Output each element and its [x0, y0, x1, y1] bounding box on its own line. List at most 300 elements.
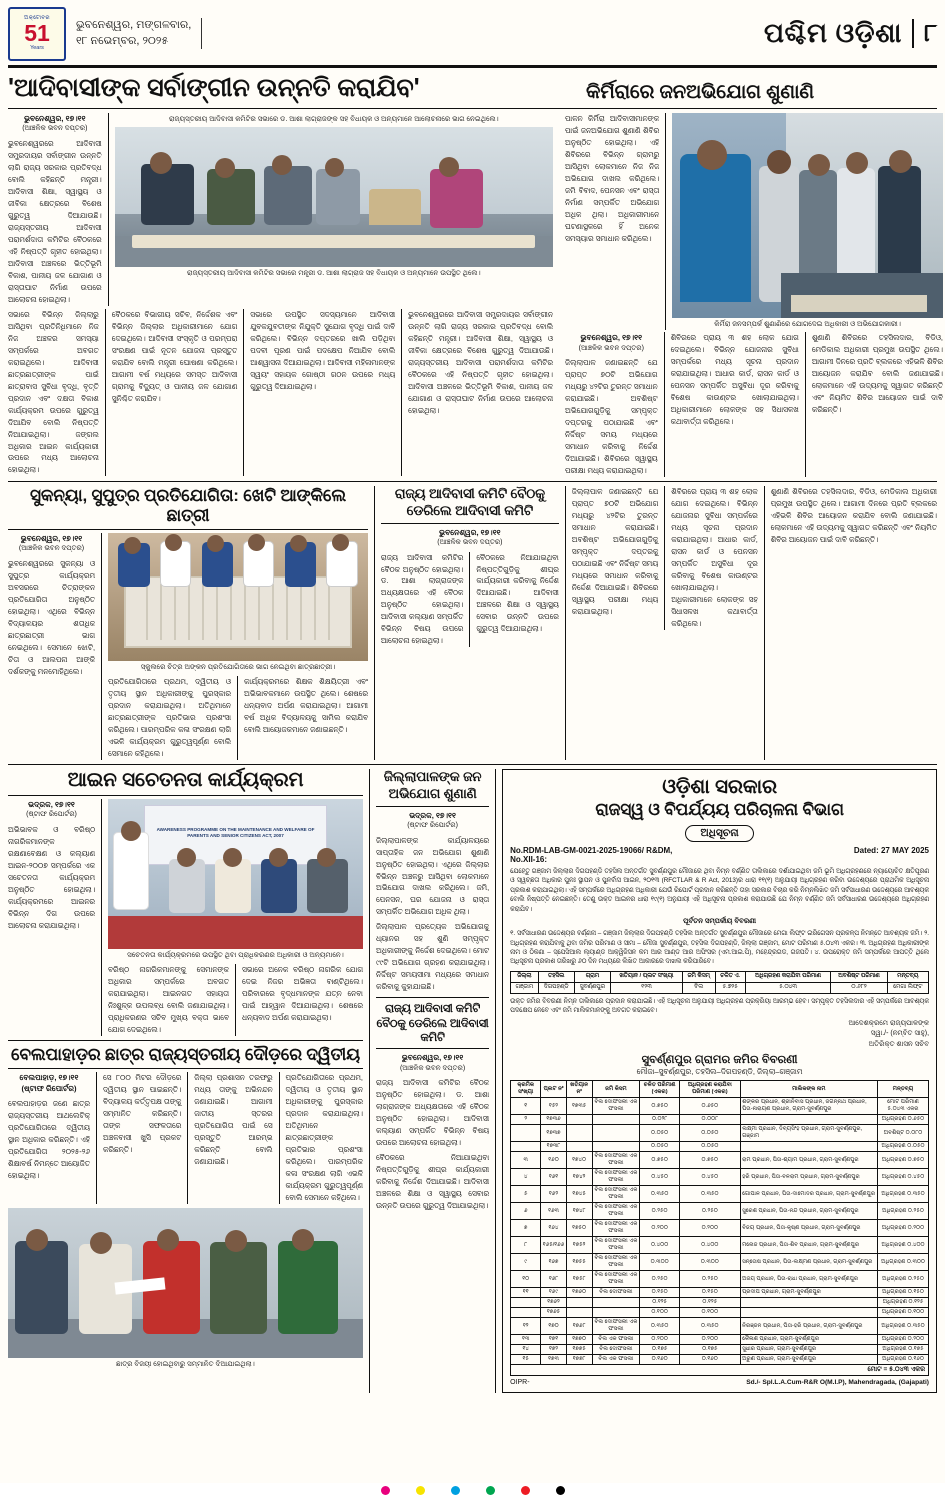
village-td: ୦.୨୦୦ [680, 1335, 741, 1345]
s7-paragraph-2: ସେ ୮୦୦ ମିଟର ଦୌଡ଼ରେ ଦ୍ୱିତୀୟ ସ୍ଥାନ ପାଇଛନ୍ତି। ବିଦ୍ୟାଳୟ କର୍ତ୍ତୃପକ୍ଷ ତାଙ୍କୁ ସମ୍ମାନିତ କରିଛନ୍ତି। ତାଙ୍କ ସଫଳତାରେ ଅଞ୍ଚଳବାସୀ ଖୁସି ପ୍ରକଟ କରିଛନ୍ତି। [102, 1072, 182, 1154]
village-td: ୭ [511, 1220, 541, 1237]
summary-th: ଚଳିତ ଏ. [715, 971, 745, 982]
notice-title-2: ରାଜସ୍ୱ ଓ ବିପର୍ଯ୍ୟୟ ପରିଚାଳନା ବିଭାଗ [595, 799, 844, 819]
s7-heading: ବେଲପାହାଡ଼ର ଛାତ୍ର ରାଜ୍ୟସ୍ତରୀୟ ଦୌଡ଼ରେ ଦ୍ୱିତୀୟ [10, 1044, 361, 1064]
village-td: ୦.୨୫୦ [640, 1203, 680, 1220]
village-td: ୧୭୫୮ [566, 1271, 592, 1288]
s3-paragraph-1: ଭୁବନେଶ୍ୱରରେ ସୁକନ୍ୟା ଓ ସୁପୁତ୍ର କାର୍ଯ୍ୟକ୍ରମ ଅବସରରେ ଚିତ୍ରାଙ୍କନ ପ୍ରତିଯୋଗିତା ଅନୁଷ୍ଠିତ ହୋଇଥିଲା। ଏଥିରେ ବିଭିନ୍ନ ବିଦ୍ୟାଳୟର ଶତାଧିକ ଛାତ୍ରଛାତ୍ରୀ ଭାଗ ନେଇଥିଲେ। ସେମାନେ ଝୋଟି, ଚିତା ଓ ଆଲପନା ଆଙ୍କି ଦର୍ଶକଙ୍କୁ ମନମୋହିଥିଲେ। [8, 558, 96, 676]
village-td: ୧୫୨ [541, 1098, 566, 1115]
s4-byline-place: ଭଦ୍ରକ, ୧୭।୧୧ [28, 799, 75, 809]
s4-paragraph-2: ବରିଷ୍ଠ ନାଗରିକମାନଙ୍କୁ ସେମାନଙ୍କ ଅଧିକାର ସମ୍ପର୍କରେ ଅବଗତ କରାଯାଇଥିଲା। ଆଇନଗତ ସହାୟତା ନିଃଶୁଳ୍କ ଉପଲବ୍ଧ ବୋଲି ଜଣାଯାଇଥିଲା। ପ୍ରାଧିକରଣର ସଚିବ ମୁଖ୍ୟ ବକ୍ତା ଭାବେ ଯୋଗ ଦେଇଥିଲେ। [108, 965, 230, 1034]
s4-photo-caption: ସଚେତନତା କାର୍ଯ୍ୟକ୍ରମରେ ଉପସ୍ଥିତ ଥିବା ପ୍ରାଧିକରଣର ଅଧିକାରୀ ଓ ଅନ୍ୟମାନେ। [127, 951, 344, 959]
village-td: ୧୬୫/୧୬୬ [541, 1237, 566, 1254]
village-td [511, 1142, 541, 1152]
table-row [511, 1355, 929, 1365]
village-td: ୦.୦୫୦ [640, 1142, 680, 1152]
s2-photo-caption: କିର୍ମିରା ଜନସମ୍ପର୍କ ଶୁଣାଣିରେ ଯୋଗଦେଇ ଅଧିକାରୀ ଓ ଅଭିଯୋଗକାରୀ। [714, 321, 901, 328]
s4-byline-source: (ଷ୍ଟାଫ ରିପୋର୍ଟର) [26, 811, 77, 819]
top-section [8, 113, 943, 477]
color-dot [486, 1486, 495, 1495]
village-td: ଅଧିଗ୍ରହଣ ୦.୩୫୦ [878, 1318, 929, 1335]
s7-paragraph-4: ପ୍ରତିଯୋଗିତାରେ ପ୍ରଥମ, ଦ୍ୱିତୀୟ ଓ ତୃତୀୟ ସ୍ଥାନ ଅଧିକାରୀଙ୍କୁ ପୁରସ୍କାର ପ୍ରଦାନ କରାଯାଇଥିଲା। ଅତିଥିମାନେ ଛାତ୍ରଛାତ୍ରୀଙ୍କ ପ୍ରତିଭାର ପ୍ରଶଂସା କରିଥିଲେ। ପାରମ୍ପରିକ କଳା ସଂରକ୍ଷଣ ଲାଗି ଏଭଳି କାର୍ଯ୍ୟକ୍ରମ ଗୁରୁତ୍ୱପୂର୍ଣ୍ଣ ବୋଲି ସେମାନେ କହିଥିଲେ। [285, 1072, 363, 1202]
s1-byline-source: (ଆଞ୍ଚଳିକ ଭବନ ଦପ୍ତର) [22, 125, 88, 133]
village-td: ୧୭୫୫ [566, 1254, 592, 1271]
color-dot [416, 1486, 425, 1495]
village-td: ବିଜୟ ପ୍ରଧାନ, ପିତା-କୃଷ୍ଣ ପ୍ରଧାନ, ଗ୍ରାମ-ସୁବର୍ଣ୍ଣପୁର [740, 1220, 877, 1237]
village-td: ୦.୦୫୦ [640, 1125, 680, 1142]
s7-byline [8, 1072, 90, 1095]
village-td: ୦.୭୫୦ [680, 1152, 741, 1169]
village-td: ଅଧିଗ୍ରହଣ ୦.୨୫୦ [878, 1271, 929, 1288]
summary-header-row [511, 971, 929, 982]
anniversary-number: 51 [24, 20, 50, 46]
s4-paragraph-3: ସଭାରେ ଅନେକ ବରିଷ୍ଠ ନାଗରିକ ଯୋଗ ଦେଇ ନିଜର ଅଭିଜ୍ଞତା ବାଣ୍ଟିଥିଲେ। ପରିବାରରେ ବୃଦ୍ଧମାନଙ୍କ ଯତ୍ନ ନେବା ପାଇଁ ଆହ୍ୱାନ ଦିଆଯାଇଥିଲା। ଶେଷରେ ଧନ୍ୟବାଦ ଅର୍ପଣ କରାଯାଇଥିଲା। [241, 965, 363, 1022]
left-bottom-column [8, 769, 363, 1393]
summary-th: ଖତିୟାନ / ପ୍ଲଟ ସଂଖ୍ୟା [611, 971, 682, 982]
village-td: ୫ [511, 1186, 541, 1203]
village-td: ୧୫ [511, 1355, 541, 1365]
village-td: ଅଧିଗ୍ରହଣ ୦.୧୦୦ [878, 1308, 929, 1318]
summary-td: ମେଗା ଲିଫ୍ଟ [887, 982, 928, 993]
village-td [740, 1308, 877, 1318]
s2-paragraph-1: ପାଳନ କିର୍ମିରା ଆଦିବାସୀମାନଙ୍କ ପାଇଁ ଜନଅଭିଯୋଗ ଶୁଣାଣି ଶିବିର ଅନୁଷ୍ଠିତ ହୋଇଥିଲା। ଏହି ଶିବିରରେ ବିଭିନ୍ନ ଗ୍ରାମରୁ ଆସିଥିବା ଲୋକମାନେ ନିଜ ନିଜ ଅଭିଯୋଗ ଦାଖଲ କରିଥିଲେ। ଜମି ବିବାଦ, ପେନସନ ଏବଂ ରାସ୍ତା ନିର୍ମାଣ ସମ୍ପର୍କିତ ଅଭିଯୋଗ ଅଧିକ ଥିଲା। ଅଧିକାରୀମାନେ ଘଟଣାସ୍ଥଳରେ ହିଁ ଅନେକ ସମସ୍ୟାର ସମାଧାନ କରିଥିଲେ। [565, 114, 660, 243]
summary-td: ୫.୭୨୫ [715, 982, 745, 993]
headline-band [8, 68, 937, 109]
village-td [592, 1308, 640, 1318]
s2-paragraph-3: ଶିବିରରେ ପ୍ରାୟ ୩ ଶହ ଲୋକ ଯୋଗ ଦେଇଥିଲେ। ବିଭିନ୍ନ ଯୋଜନାର ସୁବିଧା ସମ୍ପର୍କରେ ମଧ୍ୟ ସୂଚନା ପ୍ରଦାନ କରାଯାଇଥିଲା। ଆଧାର କାର୍ଡ, ରାସନ କାର୍ଡ ଓ ପେନସନ ସମ୍ପର୍କିତ ଅସୁବିଧା ଦୂର କରିବାକୁ ବିଶେଷ କାଉଣ୍ଟର ଖୋଲାଯାଇଥିଲା। ଅଧିକାରୀମାନେ ଲୋକଙ୍କ ସହ ସିଧାସଳଖ କଥାବାର୍ତ୍ତା କରିଥିଲେ। [670, 333, 799, 427]
table-row [511, 1142, 929, 1152]
notice-signature [510, 1019, 929, 1051]
s3-row [8, 533, 368, 760]
village-td: ୧୭୬୨ [541, 1298, 566, 1308]
village-td: ୦.୧୨୫ [680, 1298, 741, 1308]
table-row [511, 1152, 929, 1169]
village-td: ୧୭୩୬ [541, 1115, 566, 1125]
village-th: ଚଳିତ ପରିମାଣ (ଏକର) [640, 1081, 680, 1098]
notice-box [502, 769, 937, 1393]
village-td: ବିଲ ଏକ ଫସଲୀ [592, 1355, 640, 1365]
s2-top-row [565, 113, 943, 330]
notice-ref-2: No.XII-16: [510, 854, 548, 864]
s2-paragraph-4: ଶୁଣାଣି ଶିବିରରେ ତହସିଲଦାର, ବିଡିଓ, ମେଡିକାଲ ଅଧିକାରୀ ପ୍ରମୁଖ ଉପସ୍ଥିତ ଥିଲେ। ଆଗାମୀ ଦିନରେ ପ୍ରତି ବ୍ଲକରେ ଏହିଭଳି ଶିବିର ଆୟୋଜନ କରାଯିବ ବୋଲି ଜଣାଯାଇଛି। ଲୋକମାନେ ଏହି ଉଦ୍ୟମକୁ ସ୍ୱାଗତ କରିଛନ୍ତି ଏବଂ ନିୟମିତ ଶିବିର ଆୟୋଜନ ପାଇଁ ଦାବି କରିଛନ୍ତି। [811, 333, 943, 415]
village-td: ବିଲ ଦୋଫସଲୀ ଏକ ଫସଲୀ [592, 1186, 640, 1203]
village-td: ୦.୦୫୦ [680, 1142, 741, 1152]
s3-photo-block [108, 533, 368, 760]
village-td: ୧୬୪ [541, 1220, 566, 1237]
village-td: ଅଧିଗ୍ରହଣ ୦.୬୫୦ [878, 1115, 929, 1125]
village-td: ୪ [511, 1169, 541, 1186]
s3-photo-caption: ସ୍କୁଲରେ ଚିତ୍ର ଅଙ୍କନ ପ୍ରତିଯୋଗିତାରେ ଭାଗ ନେଇଥିବା ଛାତ୍ରଛାତ୍ରୀ। [140, 663, 336, 671]
village-land-table [510, 1080, 929, 1365]
summary-th: ମନ୍ତବ୍ୟ [887, 971, 928, 982]
village-td: ୦.୩୦୦ [680, 1254, 741, 1271]
village-td [592, 1125, 640, 1142]
village-td: ୨ [511, 1115, 541, 1125]
village-td: ବିଲ ଦୋଫସଲୀ [592, 1288, 640, 1298]
notice-para-2: ୧. ସର୍ବସାଧାରଣ ଉଦ୍ଦେଶ୍ୟର ବର୍ଣ୍ଣନା – ଗଞ୍ଜାମ ଜିଲ୍ଲାର ଦିଗପହଣ୍ଡି ତହସିଲ ଅନ୍ତର୍ଗତ ସୁବର୍ଣ୍ଣପୁର ମୌଜାରେ ମେଗା ଲିଫ୍ଟ ଇରିଗେସନ ପ୍ରକଳ୍ପ ନିମନ୍ତେ ଆବଶ୍ୟକ ଜମି। ୨. ଅଧିଗ୍ରହଣ କରାଯିବାକୁ ଥିବା ଜମିର ପରିମାଣ ଓ ସୀମା – ମୌଜା ସୁବର୍ଣ୍ଣପୁର, ତହସିଲ ଦିଗପହଣ୍ଡି, ଜିଲ୍ଲା ଗଞ୍ଜାମ, ମୋଟ ପରିମାଣ ୫.୦୪୩ ଏକର। ୩. ଅଧିଗ୍ରହଣ ଅଧିକାରୀଙ୍କ ନାମ ଓ ଠିକଣା – ସ୍ପେସିଆଲ ଲ୍ୟାଣ୍ଡ ଆକ୍ୱିଜିସନ କମ ଆର ଆଣ୍ଡ ଆର ଅଫିସର (ଏମ.ଆଇ.ପି), ମହେନ୍ଦ୍ରଗଡ, ଗଜପତି। ୪. ଉପରୋକ୍ତ ଜମି ସମ୍ପର୍କରେ ଆପତ୍ତି ଥିଲେ ଅଧିସୂଚନା ପ୍ରକାଶ ତାରିଖରୁ ୬୦ ଦିନ ମଧ୍ୟରେ ଲିଖିତ ଆକାରରେ ଦାଖଲ କରିପାରିବେ। [510, 930, 930, 966]
s1-photo [115, 127, 553, 267]
village-td [566, 1308, 592, 1318]
notice-meta [510, 846, 929, 855]
summary-td: ସୁବର୍ଣ୍ଣପୁର [574, 982, 611, 993]
s5-byline-place: ଭଦ୍ରକ, ୧୭।୧୧ [409, 810, 456, 820]
village-td: ୧ [511, 1098, 541, 1115]
notice-ref-1: No.RDM-LAB-GM-0021-2025-19066/ R&DM, [510, 845, 673, 855]
service-byline [381, 527, 559, 549]
color-dot [381, 1486, 390, 1495]
village-td: ୦.୪୫୦ [680, 1169, 741, 1186]
village-td: ୧୧ [511, 1288, 541, 1298]
table-row [511, 1345, 929, 1355]
s5-byline [376, 810, 489, 832]
village-td: ୦.୩୫୦ [680, 1186, 741, 1203]
s1-photo-caption-top: ରାଜ୍ୟସ୍ତରୀୟ ଆଦିବାସୀ କମିଟିର ସଭାରେ ଡ. ଆଶା ଲାଗ୍ରାଜଙ୍କ ସହ ବିଧାୟକ ଓ ଅନ୍ୟମାନେ ଆଲୋଚନାରେ ଭାଗ ନେଇଥିଲେ। [168, 116, 499, 123]
s6-paragraph-1: ରାଜ୍ୟ ଆଦିବାସୀ କମିଟିର ବୈଠକ ଅନୁଷ୍ଠିତ ହୋଇଥିଲା। ଡ. ଆଶା ଲାଗ୍ରାଜଙ୍କ ଅଧ୍ୟକ୍ଷତାରେ ଏହି ବୈଠକ ଅନୁଷ୍ଠିତ ହୋଇଥିଲା। ଆଦିବାସୀ କଲ୍ୟାଣ ସମ୍ପର୍କିତ ବିଭିନ୍ନ ବିଷୟ ଉପରେ ଆଲୋଚନା ହୋଇଥିଲା। [375, 1078, 490, 1148]
oipr-code: OIPR- [510, 1379, 530, 1387]
s3-byline-place: ଭୁବନେଶ୍ୱର, ୧୭।୧୧ [20, 533, 83, 543]
village-td: ୧୩ [511, 1335, 541, 1345]
village-td: ୦.୩୫୦ [680, 1318, 741, 1335]
village-td: ୦.୩୫୦ [640, 1318, 680, 1335]
s4-banner-text: AWARENESS PROGRAMME ON THE MAINTENANCE AND WELFARE OF PARENTS AND SENIOR CITIZENS ACT, 2007 [156, 827, 315, 839]
table-row [511, 982, 929, 993]
story-sukanya-suputra [8, 486, 368, 760]
s2-continuation-2 [771, 486, 937, 760]
village-td: ୧୬୮ [541, 1271, 566, 1288]
village-table-title: ସୁବର୍ଣ୍ଣପୁର ଗ୍ରାମର ଜମିର ବିବରଣୀ [641, 1054, 798, 1067]
table-row [511, 1254, 929, 1271]
village-td [592, 1142, 640, 1152]
s7-photo [8, 1208, 363, 1358]
village-td: ୧୭୬୫ [541, 1308, 566, 1318]
table-row [511, 1288, 929, 1298]
edition-place: ଭୁବନେଶ୍ୱର, ମଙ୍ଗଳବାର, [76, 18, 192, 31]
village-td: ଅଧିଗ୍ରହଣ ୦.୧୬୦ [878, 1355, 929, 1365]
village-th: ମାଲିକଙ୍କ ନାମ [740, 1081, 877, 1098]
anniversary-top-text: ଅକ୍ଟୋବର [24, 14, 50, 21]
village-td: ୦.୨୫୦ [680, 1271, 741, 1288]
village-th: କ୍ରମିକ ସଂଖ୍ୟା [511, 1081, 541, 1098]
village-td: ୦.୬୫୦ [680, 1098, 741, 1115]
village-td: ୦.୧୫୦ [640, 1288, 680, 1298]
s1-paragraph-1: ଭୁବନେଶ୍ୱରରେ ଆଦିବାସୀ ସମ୍ପ୍ରଦାୟର ସର୍ବାଙ୍ଗୀନ ଉନ୍ନତି ଲାଗି ରାଜ୍ୟ ସରକାର ପ୍ରତିବଦ୍ଧ ବୋଲି କହିଛନ୍ତି ମନ୍ତ୍ରୀ। ଆଦିବାସୀ ଶିକ୍ଷା, ସ୍ୱାସ୍ଥ୍ୟ ଓ ଜୀବିକା କ୍ଷେତ୍ରରେ ବିଶେଷ ଗୁରୁତ୍ୱ ଦିଆଯାଉଛି। ରାଜ୍ୟସ୍ତରୀୟ ଆଦିବାସୀ ପରାମର୍ଶଦାତା କମିଟିର ବୈଠକରେ ଏହି ନିଷ୍ପତ୍ତି ଗୃହୀତ ହୋଇଥିଲା। ଆଦିବାସୀ ଅଞ୍ଚଳରେ ଭିତ୍ତିଭୂମି ବିକାଶ, ପାନୀୟ ଜଳ ଯୋଗାଣ ଓ ରାସ୍ତାଘାଟ ନିର୍ମାଣ ଉପରେ ଆଲୋଚନା ହୋଇଥିଲା। [8, 138, 102, 304]
s3-photo [108, 533, 368, 661]
s1-paragraph-4: ସଭାରେ ଉପସ୍ଥିତ ସଦସ୍ୟମାନେ ଆଦିବାସୀ ଯୁବକଯୁବତୀଙ୍କ ନିଯୁକ୍ତି ସୁଯୋଗ ବୃଦ୍ଧି ପାଇଁ ଦାବି କରିଥିଲେ। ବିଭିନ୍ନ ଦପ୍ତରରେ ଖାଲି ପଡ଼ିଥିବା ପଦବୀ ପୂରଣ ପାଇଁ ପଦକ୍ଷେପ ନିଆଯିବ ବୋଲି ଆଶ୍ୱାସନା ଦିଆଯାଇଥିଲା। ଆଦିବାସୀ ମହିଳାମାନଙ୍କ ସ୍ୱୟଂ ସହାୟକ ଗୋଷ୍ଠୀ ଗଠନ ଉପରେ ମଧ୍ୟ ଗୁରୁତ୍ୱ ଦିଆଯାଇଥିଲା। [250, 309, 396, 391]
edition-place-date [76, 18, 202, 50]
table-row [511, 1220, 929, 1237]
notice-badge: ଅଧିସୂଚନା [685, 825, 753, 842]
village-td: ୩ [511, 1152, 541, 1169]
sign-line-1: ଆଦେଶକ୍ରମେ ରାଜ୍ୟପାଳଙ୍କ [848, 1019, 930, 1027]
table-row [511, 1298, 929, 1308]
table-row [511, 1115, 929, 1125]
village-td [740, 1298, 877, 1308]
village-td: ୧୨ [511, 1318, 541, 1335]
middle-section [8, 486, 937, 760]
village-td: ଅରୁଣ ପ୍ରଧାନ, ଗ୍ରାମ-ସୁବର୍ଣ୍ଣପୁର [740, 1355, 877, 1365]
village-td: ୧୭୫୦ [566, 1220, 592, 1237]
table-row [511, 1318, 929, 1335]
s7-paragraph-1: ବେଲପାହାଡ଼ର ଜଣେ ଛାତ୍ର ରାଜ୍ୟସ୍ତରୀୟ ଆଥଲେଟିକ୍ ପ୍ରତିଯୋଗିତାରେ ଦ୍ୱିତୀୟ ସ୍ଥାନ ଅଧିକାର କରିଛନ୍ତି। ଏହି ପ୍ରତିଯୋଗିତା ୨୦୨୫-୨୬ ଶିକ୍ଷାବର୍ଷ ନିମନ୍ତେ ଆୟୋଜିତ ହୋଇଥିଲା। [8, 1098, 91, 1180]
newspaper-title: ପଶ୍ଚିମ ଓଡ଼ିଶା [763, 17, 902, 48]
village-td: ୧୭୭୦ [566, 1335, 592, 1345]
summary-td: ଗଞ୍ଜାମ [511, 982, 538, 993]
edition-date: ୧୮ ନଭେମ୍ବର, ୨୦୨୫ [76, 34, 169, 47]
village-table-body [511, 1098, 929, 1365]
sign-line-2: ସ୍ୱା./- (ନମ୍ବିତ ସାହୁ), [870, 1030, 930, 1038]
village-td [566, 1142, 592, 1152]
village-td: ୧୭୭୫ [566, 1345, 592, 1355]
s3-paragraph-2: ପ୍ରତିଯୋଗିତାରେ ପ୍ରଥମ, ଦ୍ୱିତୀୟ ଓ ତୃତୀୟ ସ୍ଥାନ ଅଧିକାରୀଙ୍କୁ ପୁରସ୍କାର ପ୍ରଦାନ କରାଯାଇଥିଲା। ଅତିଥିମାନେ ଛାତ୍ରଛାତ୍ରୀଙ୍କ ପ୍ରତିଭାର ପ୍ରଶଂସା କରିଥିଲେ। ପାରମ୍ପରିକ କଳା ସଂରକ୍ଷଣ ଲାଗି ଏଭଳି କାର୍ଯ୍ୟକ୍ରମ ଗୁରୁତ୍ୱପୂର୍ଣ୍ଣ ବୋଲି ସେମାନେ କହିଥିଲେ। [108, 677, 232, 758]
s4-row [8, 799, 363, 1036]
village-td: ବିଲ ଦୋଫସଲୀ ଏକ ଫସଲୀ [592, 1152, 640, 1169]
s2-bottom-row [565, 332, 943, 477]
village-total-row: ମୋଟ = ୫.୦୪୩ ଏକର [510, 1365, 929, 1376]
village-td: ବିଲ ଏକ ଫସଲୀ [592, 1335, 640, 1345]
village-td [566, 1298, 592, 1308]
table-row [511, 1169, 929, 1186]
village-td [511, 1298, 541, 1308]
village-th: ମନ୍ତବ୍ୟ [878, 1081, 929, 1098]
village-td: ୦.୧୦୦ [680, 1308, 741, 1318]
village-td: ୧୭୩ [541, 1355, 566, 1365]
village-td: ୯ [511, 1254, 541, 1271]
village-td: ବିଲ ଦୋଫସଲୀ ଏକ ଫସଲୀ [592, 1220, 640, 1237]
village-td: ଅଧିଗ୍ରହଣ ୦.୪୫୦ [878, 1169, 929, 1186]
village-td: ୧୭୪୦ [566, 1152, 592, 1169]
s2-photo [672, 113, 943, 318]
s1-byline-place: ଭୁବନେଶ୍ୱର, ୧୭।୧୧ [24, 114, 86, 123]
village-td [511, 1308, 541, 1318]
village-td [566, 1125, 592, 1142]
s2-col-a [565, 332, 658, 477]
summary-td: ଦିଗପହଣ୍ଡି [538, 982, 574, 993]
village-td [511, 1125, 541, 1142]
service-byline-place: ଭୁବନେଶ୍ୱର, ୧୭।୧୧ [439, 527, 501, 537]
notice-section-label: ପୂର୍ବତନ ସମ୍ପର୍କୀୟ ବିବରଣୀ [683, 918, 757, 926]
table-row [511, 1125, 929, 1142]
s4-col1 [8, 799, 95, 1036]
village-td: ଅଧିଗ୍ରହଣ ୦.୧୫୦ [878, 1288, 929, 1298]
village-td: ଅଧିଗ୍ରହଣ ୦.୨୫୦ [878, 1203, 929, 1220]
village-td: ବିଲ ଦୋଫସଲୀ ଏକ ଫସଲୀ [592, 1271, 640, 1288]
village-td [592, 1115, 640, 1125]
village-td: ୦.୧୬୦ [640, 1355, 680, 1365]
village-td: ୧୬୦ [541, 1152, 566, 1169]
story-service-column [381, 486, 559, 760]
village-td: ବିଲ ଦୋଫସଲୀ ଏକ ଫସଲୀ [592, 1203, 640, 1220]
village-td: ୧୭୬୦ [566, 1288, 592, 1298]
s5-heading: ଜିଲ୍ଲାପାଳଙ୍କ ଜନ ଅଭିଯୋଗ ଶୁଣାଣି [383, 768, 482, 801]
village-td: ୦.୪୦୦ [640, 1237, 680, 1254]
village-td: ୮ [511, 1237, 541, 1254]
s6-byline-place: ଭୁବନେଶ୍ୱର, ୧୭।୧୧ [401, 1053, 464, 1063]
village-td: ୧୭୪୨ [566, 1169, 592, 1186]
service-heading: ରାଜ୍ୟ ଆଦିବାସୀ କମିଟି ବୈଠକୁ ଡେରିଲେ ଆଦିବାସୀ କମିଟି [394, 485, 545, 518]
s2-byline [565, 332, 658, 354]
village-td: ବିଲ ଦୋଫସଲୀ ଏକ ଫସଲୀ [592, 1254, 640, 1271]
s7-photo-caption: ଛାତ୍ର ବିଜୟୀ ହୋଇଥିବାରୁ ସମ୍ମାନିତ ଦିଆଯାଇଥିଲା। [116, 1360, 255, 1368]
village-td: ୧୭୩୫ [566, 1098, 592, 1115]
s6-heading: ରାଜ୍ୟ ଆଦିବାସୀ କମିଟି ବୈଠକୁ ଡେରିଲେ ଆଦିବାସୀ କମିଟି [376, 1003, 489, 1045]
notice-para-3: ଉକ୍ତ ଜମିର ବିବରଣୀ ନିମ୍ନ ତାଲିକାରେ ପ୍ରଦାନ କରାଯାଇଛି। ଏହି ଅଧିସୂଚନା ଅନୁଯାୟୀ ଅଧିଗ୍ରହଣ ପ୍ରକ୍ରିୟା ଆରମ୍ଭ ହେବ। ସମ୍ପୃକ୍ତ ତହସିଲଦାର ଏହି ସମ୍ପର୍କରେ ଆବଶ୍ୟକ ପଦକ୍ଷେପ ନେବେ ଏବଂ ଜମି ମାଲିକମାନଙ୍କୁ ଅବଗତ କରାଇବେ। [510, 997, 930, 1015]
village-td: ସନ୍ତୋଷ ପ୍ରଧାନ, ପିତା-ଲକ୍ଷ୍ମଣ ପ୍ରଧାନ, ଗ୍ରାମ-ସୁବର୍ଣ୍ଣପୁର [740, 1254, 877, 1271]
summary-td: ୦.୬୮୨ [831, 982, 887, 993]
village-td: ୧୭୧ [541, 1335, 566, 1345]
village-td: ମନୋଜ ପ୍ରଧାନ, ପିତା-ଶିବ ପ୍ରଧାନ, ଗ୍ରାମ-ସୁବର୍ଣ୍ଣପୁର [740, 1237, 877, 1254]
village-td: ଅବଶିଷ୍ଟ ୦.୦୮୦ [878, 1125, 929, 1142]
s2-cont-paragraph-3: ଶୁଣାଣି ଶିବିରରେ ତହସିଲଦାର, ବିଡିଓ, ମେଡିକାଲ ଅଧିକାରୀ ପ୍ରମୁଖ ଉପସ୍ଥିତ ଥିଲେ। ଆଗାମୀ ଦିନରେ ପ୍ରତି ବ୍ଲକରେ ଏହିଭଳି ଶିବିର ଆୟୋଜନ କରାଯିବ ବୋଲି ଜଣାଯାଇଛି। ଲୋକମାନେ ଏହି ଉଦ୍ୟମକୁ ସ୍ୱାଗତ କରିଛନ୍ତି ଏବଂ ନିୟମିତ ଶିବିର ଆୟୋଜନ ପାଇଁ ଦାବି କରିଛନ୍ତି। [770, 486, 937, 544]
village-td: ୧୬୭ [541, 1254, 566, 1271]
village-td: ୦.୨୦୦ [640, 1220, 680, 1237]
village-td: ୧୭୪୮ [566, 1203, 592, 1220]
page-number: ୮ [912, 19, 937, 48]
s2-continuation [572, 486, 758, 760]
s3-byline-source: (ଆଞ୍ଚଳିକ ଭବନ ଦପ୍ତର) [18, 545, 85, 553]
registration-color-bar [0, 1483, 945, 1497]
s7-row [8, 1072, 363, 1204]
village-td: ୦.୭୫୦ [640, 1152, 680, 1169]
s5-byline-source: (ଷ୍ଟାଫ ରିପୋର୍ଟର) [407, 822, 458, 830]
s4-paragraph-1: ଅଭିଭାବକ ଓ ବରିଷ୍ଠ ନାଗରିକମାନଙ୍କ ରକ୍ଷଣାବେକ୍ଷଣ ଓ କଲ୍ୟାଣ ଆଇନ-୨୦୦୭ ସମ୍ପର୍କରେ ଏକ ସଚେତନତା କାର୍ଯ୍ୟକ୍ରମ ଅନୁଷ୍ଠିତ ହୋଇଥିଲା। କାର୍ଯ୍ୟକ୍ରମରେ ଆଇନର ବିଭିନ୍ନ ଦିଗ ଉପରେ ଆଲୋଚନା କରାଯାଇଥିଲା। [8, 824, 96, 930]
village-td [566, 1115, 592, 1125]
village-td: ରାମ ପ୍ରଧାନ, ପିତା-ଶ୍ୟାମ ପ୍ରଧାନ, ଗ୍ରାମ-ସୁବର୍ଣ୍ଣପୁର [740, 1152, 877, 1169]
anniversary-emblem [8, 7, 66, 61]
village-td: ଗୋପାଳ ପ୍ରଧାନ, ପିତା-ଦାମୋଦର ପ୍ରଧାନ, ଗ୍ରାମ-ସୁବର୍ଣ୍ଣପୁର [740, 1186, 877, 1203]
village-td: ବିଲ ଦୋଫସଲୀ ଏକ ଫସଲୀ [592, 1318, 640, 1335]
village-td: ୧୭୫୨ [566, 1237, 592, 1254]
village-td: ୦.୧୫୦ [680, 1288, 741, 1298]
service-paragraph-1: ରାଜ୍ୟ ଆଦିବାସୀ କମିଟିର ବୈଠକ ଅନୁଷ୍ଠିତ ହୋଇଥିଲା। ଡ. ଆଶା ଲାଗ୍ରାଜଙ୍କ ଅଧ୍ୟକ୍ଷତାରେ ଏହି ବୈଠକ ଅନୁଷ୍ଠିତ ହୋଇଥିଲା। ଆଦିବାସୀ କଲ୍ୟାଣ ସମ୍ପର୍କିତ ବିଭିନ୍ନ ବିଷୟ ଉପରେ ଆଲୋଚନା ହୋଇଥିଲା। [380, 552, 464, 646]
village-td: ୦.୨୫୦ [640, 1271, 680, 1288]
village-td: ୦.୨୫୦ [680, 1203, 741, 1220]
village-td: ଶଙ୍କର ପ୍ରଧାନ, ଶ୍ରୀନିବାସ ପ୍ରଧାନ, ଜଗନ୍ନାଥ ପ୍ରଧାନ, ପିତା-ନାରାୟଣ ପ୍ରଧାନ, ଗ୍ରାମ-ସୁବର୍ଣ୍ଣପୁର [740, 1098, 877, 1115]
s2-cont-row [572, 486, 758, 630]
summary-th: ଜମି କିସମ୍ [682, 971, 715, 982]
s1-byline [8, 113, 102, 135]
s4-text-row [108, 964, 363, 1036]
s1-col1 [8, 113, 102, 306]
village-td: ୧୬୧ [541, 1169, 566, 1186]
village-td: ୬ [511, 1203, 541, 1220]
village-td: ୦.୨୦୦ [640, 1335, 680, 1345]
s2-cont-paragraph-2: ଶିବିରରେ ପ୍ରାୟ ୩ ଶହ ଲୋକ ଯୋଗ ଦେଇଥିଲେ। ବିଭିନ୍ନ ଯୋଜନାର ସୁବିଧା ସମ୍ପର୍କରେ ମଧ୍ୟ ସୂଚନା ପ୍ରଦାନ କରାଯାଇଥିଲା। ଆଧାର କାର୍ଡ, ରାସନ କାର୍ଡ ଓ ପେନସନ ସମ୍ପର୍କିତ ଅସୁବିଧା ଦୂର କରିବାକୁ ବିଶେଷ କାଉଣ୍ଟର ଖୋଲାଯାଇଥିଲା। ଅଧିକାରୀମାନେ ଲୋକଙ୍କ ସହ ସିଧାସଳଖ କଥାବାର୍ତ୍ତା କରିଥିଲେ। [671, 486, 758, 628]
service-paragraph-2: ବୈଠକରେ ନିଆଯାଇଥିବା ନିଷ୍ପତ୍ତିଗୁଡ଼ିକୁ ଶୀଘ୍ର କାର୍ଯ୍ୟକାରୀ କରିବାକୁ ନିର୍ଦ୍ଦେଶ ଦିଆଯାଇଛି। ଆଦିବାସୀ ଅଞ୍ଚଳରେ ଶିକ୍ଷା ଓ ସ୍ୱାସ୍ଥ୍ୟ ସେବାର ଉନ୍ନତି ଉପରେ ଗୁରୁତ୍ୱ ଦିଆଯାଇଥିଲା। [476, 552, 559, 634]
notice-footer-signature: Sd./- Spl.L.A.Cum-R&R O(M.I.P), Mahendragada, (Gajapati) [746, 1379, 930, 1387]
color-dot [451, 1486, 460, 1495]
village-td: ୦.୧୬୦ [680, 1355, 741, 1365]
summary-td: ବିଲ [682, 982, 715, 993]
s2-byline-place: ଭୁବନେଶ୍ୱର, ୧୭।୧୧ [580, 333, 643, 343]
s7-paragraph-3: ଜିଲ୍ଲା ପ୍ରଶାସନ ତରଫରୁ ମଧ୍ୟ ତାଙ୍କୁ ଅଭିନନ୍ଦନ ଜଣାଯାଇଛି। ଆଗାମୀ ଜାତୀୟ ସ୍ତରର ପ୍ରତିଯୋଗିତା ପାଇଁ ସେ ପ୍ରସ୍ତୁତି ଆରମ୍ଭ କରିଛନ୍ତି ବୋଲି ଜଣାଯାଇଛି। [194, 1072, 273, 1166]
village-td: ପ୍ରଦୀପ ପ୍ରଧାନ, ଗ୍ରାମ-ସୁବର୍ଣ୍ଣପୁର [740, 1288, 877, 1298]
s4-heading: ଆଇନ ସଚେତନତା କାର୍ଯ୍ୟକ୍ରମ [67, 768, 304, 791]
s1-paragraph-2: ସଭାରେ ବିଭିନ୍ନ ଜିଲ୍ଲାରୁ ଆସିଥିବା ପ୍ରତିନିଧିମାନେ ନିଜ ନିଜ ଅଞ୍ଚଳର ସମସ୍ୟା ସମ୍ପର୍କରେ ଅବଗତ କରାଇଥିଲେ। ଆଦିବାସୀ ଛାତ୍ରଛାତ୍ରୀଙ୍କ ପାଇଁ ଛାତ୍ରାବାସ ସୁବିଧା ବୃଦ୍ଧି, ବୃତ୍ତି ପ୍ରଦାନ ଏବଂ ଦକ୍ଷତା ବିକାଶ କାର୍ଯ୍ୟକ୍ରମ ଉପରେ ଗୁରୁତ୍ୱ ଦିଆଯିବ ବୋଲି ନିଷ୍ପତ୍ତି ନିଆଯାଇଥିଲା। ଜଙ୍ଗଲ ଅଧିକାର ଆଇନ କାର୍ଯ୍ୟକାରୀ ଉପରେ ମଧ୍ୟ ଆଲୋଚନା ହୋଇଥିଲା। [8, 309, 99, 475]
village-td: ବିଲ ଦୋଫସଲୀ ଏକ ଫସଲୀ [592, 1098, 640, 1115]
village-td: ଅଧିଗ୍ରହଣ ୦.୨୦୦ [878, 1335, 929, 1345]
s1-photo-block [115, 113, 553, 306]
village-td: ଅଧିଗ୍ରହଣ ୦.୨୦୦ [878, 1220, 929, 1237]
village-td: ସୁରେଶ ପ୍ରଧାନ, ପିତା-ନନ୍ଦ ପ୍ରଧାନ, ଗ୍ରାମ-ସୁବର୍ଣ୍ଣପୁର [740, 1203, 877, 1220]
anniversary-years-label: Years [30, 45, 44, 51]
notice-title-1: ଓଡ଼ିଶା ସରକାର [662, 775, 777, 798]
village-td: ୦.୧୦୦ [640, 1308, 680, 1318]
summary-th: ଗ୍ରାମ [574, 971, 611, 982]
village-td: ସୁଧୀର ପ୍ରଧାନ, ଗ୍ରାମ-ସୁବର୍ଣ୍ଣପୁର [740, 1345, 877, 1355]
s1-paragraph-3: ବୈଠକରେ ବିଭାଗୀୟ ସଚିବ, ନିର୍ଦ୍ଦେଶକ ଏବଂ ବିଭିନ୍ନ ଜିଲ୍ଲାର ଅଧିକାରୀମାନେ ଯୋଗ ଦେଇଥିଲେ। ଆଦିବାସୀ ସଂସ୍କୃତି ଓ ପରମ୍ପରା ସଂରକ୍ଷଣ ପାଇଁ ନୂତନ ଯୋଜନା ପ୍ରସ୍ତୁତ କରାଯିବ ବୋଲି ମନ୍ତ୍ରୀ ଘୋଷଣା କରିଥିଲେ। ଆଗାମୀ ବର୍ଷ ମଧ୍ୟରେ ସମସ୍ତ ଆଦିବାସୀ ଗ୍ରାମକୁ ବିଦ୍ୟୁତ୍ ଓ ପାନୀୟ ଜଳ ଯୋଗାଣ ସୁନିଶ୍ଚିତ କରାଯିବ। [111, 309, 238, 403]
summary-th: ଜିଲ୍ଲା [511, 971, 538, 982]
table-row [511, 1335, 929, 1345]
s3-text-row [108, 676, 368, 760]
village-td: ୦.୩୦୦ [640, 1254, 680, 1271]
masthead-left [8, 7, 202, 61]
color-dot [556, 1486, 565, 1495]
village-td: ଅଜୟ ପ୍ରଧାନ, ପିତା-ରାଧା ପ୍ରଧାନ, ଗ୍ରାମ-ସୁବର୍ଣ୍ଣପୁର [740, 1271, 877, 1288]
village-td: ୦.୪୦୦ [680, 1237, 741, 1254]
village-th: ଖତିୟାନ ନଂ [566, 1081, 592, 1098]
s2-byline-source: (ଆଞ୍ଚଳିକ ଭବନ ଦପ୍ତର) [578, 344, 644, 352]
s6-byline [376, 1052, 489, 1074]
village-td: ୦.୧୭୫ [640, 1345, 680, 1355]
summary-th: ତହସିଲ [538, 971, 574, 982]
village-table-subtitle: ମୌଜା–ସୁବର୍ଣ୍ଣପୁର, ତହସିଲ–ଦିଗପହଣ୍ଡି, ଜିଲ୍ଲା–ଗଞ୍ଜାମ [636, 1067, 803, 1077]
village-td: ୦.୭୫୦ [640, 1098, 680, 1115]
s3-col1 [8, 533, 95, 760]
village-td: ୦.୧୨୫ [640, 1298, 680, 1308]
village-td: ୧୭୭୮ [566, 1355, 592, 1365]
color-dot [521, 1486, 530, 1495]
village-th: ପ୍ଲଟ ନଂ [541, 1081, 566, 1098]
village-td [740, 1115, 877, 1125]
village-td [592, 1298, 640, 1308]
notice-body: ଯେହେତୁ ଗଞ୍ଜାମ ଜିଲ୍ଲାର ଦିଗପହଣ୍ଡି ତହସିଲ ଅନ୍ତର୍ଗତ ସୁବର୍ଣ୍ଣପୁର ମୌଜାରେ ଥିବା ନିମ୍ନ ବର୍ଣ୍ଣିତ ତାଲିକାରେ ଦର୍ଶାଯାଇଥିବା ଜମି ଭୂମି ଅଧିଗ୍ରହଣରେ ନ୍ୟାୟୋଚିତ କ୍ଷତିପୂରଣ ଓ ସ୍ୱଚ୍ଛତା ଅଧିକାର ପୁନଃ ସ୍ଥାପନ ଓ ପୁନର୍ବାସ ଆଇନ, ୨୦୧୩ (RFCTLAR & R Act, 2013)ର ଧାରା ୧୧(୧) ଅନୁଯାୟୀ ଅଧିଗ୍ରହଣ କରିବା ଉଦ୍ଦେଶ୍ୟରେ ପ୍ରାଥମିକ ଅଧିସୂଚନା ପ୍ରକାଶ କରାଯାଇଥିଲା। ଏହି ସମ୍ପର୍କରେ ଅଧିଗ୍ରହଣ ଅଧିକାରୀ ଯେଉଁ ରିପୋର୍ଟ ପ୍ରଦାନ କରିଛନ୍ତି ତାହା ସରକାର ବିଚାର କରି ନିମ୍ନଲିଖିତ ଜମି ସର୍ବସାଧାରଣ ଉଦ୍ଦେଶ୍ୟରେ ଆବଶ୍ୟକ ବୋଲି ନିଷ୍ପତ୍ତି ନେଇଛନ୍ତି। ତେଣୁ ଉକ୍ତ ଆଇନର ଧାରା ୧୯(୧) ଅନୁଯାୟୀ ଏହି ଅଧିସୂଚନା ପ୍ରକାଶ କରାଯାଉଛି ଯେ ନିମ୍ନ ବର୍ଣ୍ଣିତ ଜମି ସର୍ବସାଧାରଣ ଉଦ୍ଦେଶ୍ୟରେ ଅଧିଗ୍ରହଣ କରାଯିବ। [510, 867, 930, 913]
village-td: ଅଧିଗ୍ରହଣ ୦.୩୫୦ [878, 1186, 929, 1203]
middle-bottom-column [376, 769, 489, 1393]
s1-paragraph-5: ଭୁବନେଶ୍ୱରରେ ଆଦିବାସୀ ସମ୍ପ୍ରଦାୟର ସର୍ବାଙ୍ଗୀନ ଉନ୍ନତି ଲାଗି ରାଜ୍ୟ ସରକାର ପ୍ରତିବଦ୍ଧ ବୋଲି କହିଛନ୍ତି ମନ୍ତ୍ରୀ। ଆଦିବାସୀ ଶିକ୍ଷା, ସ୍ୱାସ୍ଥ୍ୟ ଓ ଜୀବିକା କ୍ଷେତ୍ରରେ ବିଶେଷ ଗୁରୁତ୍ୱ ଦିଆଯାଉଛି। ରାଜ୍ୟସ୍ତରୀୟ ଆଦିବାସୀ ପରାମର୍ଶଦାତା କମିଟିର ବୈଠକରେ ଏହି ନିଷ୍ପତ୍ତି ଗୃହୀତ ହୋଇଥିଲା। ଆଦିବାସୀ ଅଞ୍ଚଳରେ ଭିତ୍ତିଭୂମି ବିକାଶ, ପାନୀୟ ଜଳ ଯୋଗାଣ ଓ ରାସ୍ତାଘାଟ ନିର୍ମାଣ ଉପରେ ଆଲୋଚନା ହୋଇଥିଲା। [408, 309, 554, 415]
notice-summary-table [510, 971, 929, 994]
s1-bottom-row [8, 309, 553, 477]
village-td: ୦.୩୫୦ [640, 1186, 680, 1203]
s5-paragraph-2: ଜିଲ୍ଲାପାଳ ପ୍ରତ୍ୟେକ ଅଭିଯୋଗକୁ ଧ୍ୟାନର ସହ ଶୁଣି ସମ୍ପୃକ୍ତ ଅଧିକାରୀଙ୍କୁ ନିର୍ଦ୍ଦେଶ ଦେଇଥିଲେ। ମୋଟ ୯୯ଟି ଅଭିଯୋଗ ଗ୍ରହଣ କରାଯାଇଥିଲା। ନିର୍ଦ୍ଦିଷ୍ଟ ସମୟସୀମା ମଧ୍ୟରେ ସମାଧାନ କରିବାକୁ କୁହାଯାଇଛି। [375, 922, 490, 992]
s3-byline [8, 533, 95, 555]
s4-photo [108, 799, 363, 949]
s3-paragraph-3: କାର୍ଯ୍ୟକ୍ରମରେ ଶିକ୍ଷକ ଶିକ୍ଷୟିତ୍ରୀ ଏବଂ ଅଭିଭାବକମାନେ ଉପସ୍ଥିତ ଥିଲେ। ଶେଷରେ ଧନ୍ୟବାଦ ଅର୍ପଣ କରାଯାଇଥିଲା। ଆଗାମୀ ବର୍ଷ ଅଧିକ ବିଦ୍ୟାଳୟକୁ ସାମିଲ କରାଯିବ ବୋଲି ଆୟୋଜକମାନେ ଜଣାଇଛନ୍ତି। [244, 677, 368, 734]
village-td: ୦.୧୭୫ [680, 1345, 741, 1355]
village-td: ୦.୦୨୮ [640, 1115, 680, 1125]
village-td: ୦.୪୫୦ [640, 1169, 680, 1186]
s4-photo-block [108, 799, 363, 1036]
notice-date: Dated: 27 MAY 2025 [853, 845, 930, 855]
village-td: ଲକ୍ଷ୍ମୀ ପ୍ରଧାନ, ଦିବ୍ୟସିଂହ ପ୍ରଧାନ, ଗ୍ରାମ-ସୁବର୍ଣ୍ଣପୁର, ଗଞ୍ଜାମ [740, 1125, 877, 1142]
village-td: ବିଲ ଦୋଫସଲୀ [592, 1345, 640, 1355]
table-row [511, 1271, 929, 1288]
s2-photo-block [672, 113, 943, 330]
village-th: ଅଧିଗ୍ରହଣ କରାଯିବା ପରିମାଣ (ଏକର) [680, 1081, 741, 1098]
table-row [511, 1308, 929, 1318]
masthead [8, 6, 937, 68]
village-td: ୧୭୨ [541, 1345, 566, 1355]
secondary-headline: କିର୍ମିରାରେ ଜନଅଭିଯୋଗ ଶୁଣାଣି [586, 81, 814, 103]
s7-col1 [8, 1072, 90, 1204]
village-td: ଅଧିଗ୍ରହଣ ୦.୧୨୫ [878, 1298, 929, 1308]
village-td: ମୋଟ ପରିମାଣ ୫.୦୪୩ ଏକର [878, 1098, 929, 1115]
village-td: ୦.୨୦୦ [680, 1220, 741, 1237]
village-td: ୧୬୩ [541, 1203, 566, 1220]
main-headline: 'ଆଦିବାସୀଙ୍କ ସର୍ବାଙ୍ଗୀନ ଉନ୍ନତି କରାଯିବ' [8, 74, 420, 102]
table-row [511, 1186, 929, 1203]
village-td: ୧୭୬୮ [566, 1318, 592, 1335]
s6-byline-source: (ଆଞ୍ଚଳିକ ଭବନ ଦପ୍ତର) [399, 1064, 466, 1072]
